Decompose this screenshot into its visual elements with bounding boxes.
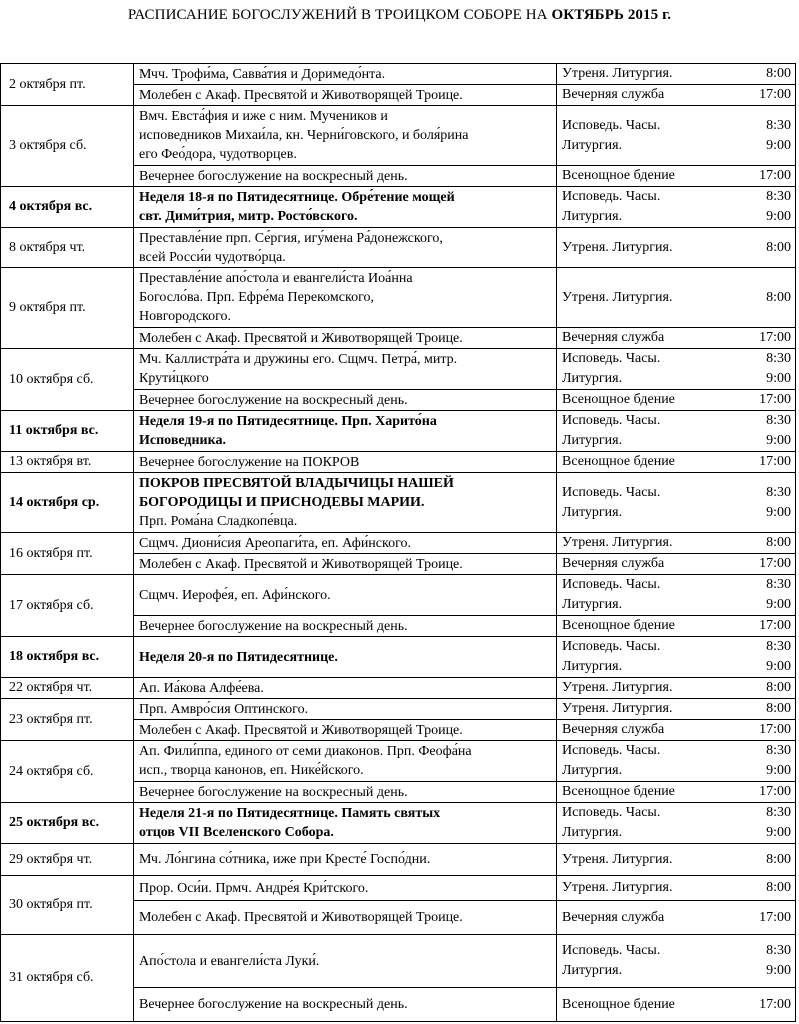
- service-time: 17:00: [759, 556, 791, 571]
- service-times: [557, 349, 796, 390]
- service-line: [562, 595, 791, 615]
- service-name: Исповедь. Часы.: [562, 189, 661, 204]
- description-line: исп., творца канонов, еп. Нике́йского.: [139, 763, 364, 778]
- service-name: Утреня. Литургия.: [562, 535, 673, 550]
- service-line: [562, 761, 791, 781]
- feast-description: [134, 637, 557, 678]
- table-row: [1, 803, 796, 844]
- feast-description: [134, 452, 557, 473]
- day-date: 14 октября ср.: [1, 473, 134, 533]
- description-line: Ап. Иа́кова Алфе́ева.: [139, 680, 264, 696]
- service-times: [557, 678, 796, 699]
- service-name: Исповедь. Часы.: [562, 577, 661, 592]
- service-name: Всенощное бдение: [562, 784, 675, 799]
- service-time: 17:00: [759, 996, 791, 1012]
- service-name: Вечерняя служба: [562, 722, 665, 737]
- description-line: его Фео́дора, чудотворцев.: [139, 147, 297, 162]
- service-time: 8:00: [766, 701, 791, 716]
- service-time: 17:00: [759, 330, 791, 345]
- table-row: [1, 106, 796, 166]
- description-line: Преставле́ние апо́стола и евангели́ста Иоа́нна: [139, 271, 413, 286]
- service-line: [562, 328, 791, 348]
- service-name: Всенощное бдение: [562, 996, 675, 1012]
- description-line: Крути́цкого: [139, 371, 209, 386]
- service-line: [562, 85, 791, 105]
- service-time: 8:00: [766, 535, 791, 550]
- service-time: 8:30: [766, 117, 791, 133]
- day-date: 8 октября чт.: [1, 228, 134, 268]
- service-name: Литургия.: [562, 659, 623, 674]
- table-row: [1, 268, 796, 328]
- description-line: Сщмч. Диони́сия Ареопаги́та, еп. Афи́нского.: [139, 535, 411, 551]
- service-times: [557, 85, 796, 106]
- service-time: 8:30: [766, 743, 791, 758]
- day-date: 16 октября пт.: [1, 533, 134, 575]
- service-time: 8:30: [766, 484, 791, 500]
- table-row: [1, 473, 796, 533]
- title-prefix: РАСПИСАНИЕ БОГОСЛУЖЕНИЙ В ТРОИЦКОМ СОБОРЕ НА: [127, 7, 552, 23]
- service-line: [562, 720, 791, 740]
- feast-description: [134, 390, 557, 411]
- feast-description: [134, 228, 557, 268]
- description-line: Прп. Амвро́сия Оптинского.: [139, 701, 309, 717]
- day-date: 13 октября вт.: [1, 452, 134, 473]
- service-times: [557, 411, 796, 452]
- service-line: [562, 741, 791, 761]
- service-line: [562, 803, 791, 823]
- service-time: 8:00: [766, 289, 791, 305]
- service-name: Исповедь. Часы.: [562, 351, 661, 366]
- service-line: [562, 136, 791, 156]
- description-line: Исповедника.: [139, 433, 226, 448]
- service-line: [562, 616, 791, 636]
- service-time: 8:30: [766, 189, 791, 204]
- description-line: свт. Дими́трия, митр. Росто́вского.: [139, 209, 358, 224]
- service-times: [557, 554, 796, 575]
- service-name: Всенощное бдение: [562, 618, 675, 633]
- table-row: [1, 228, 796, 268]
- table-row: [1, 678, 796, 699]
- feast-description: [134, 554, 557, 575]
- service-times: [557, 844, 796, 876]
- service-name: Утреня. Литургия.: [562, 880, 673, 895]
- service-times: [557, 575, 796, 616]
- feast-description: [134, 328, 557, 349]
- service-name: Литургия.: [562, 597, 623, 612]
- service-line: [562, 452, 791, 472]
- feast-description: [134, 85, 557, 106]
- service-name: Утреня. Литургия.: [562, 851, 673, 867]
- service-time: 17:00: [759, 87, 791, 102]
- service-time: 17:00: [759, 392, 791, 407]
- service-line: [562, 349, 791, 369]
- description-line: Мчч. Трофи́ма, Савва́тия и Доримедо́нта.: [139, 66, 386, 82]
- service-line: [562, 503, 791, 523]
- service-time: 8:30: [766, 413, 791, 428]
- table-row: [1, 452, 796, 473]
- description-line: БОГОРОДИЦЫ И ПРИСНОДЕВЫ МАРИИ.: [139, 495, 425, 510]
- description-line: Неделя 21-я по Пятидесятнице. Память святых: [139, 806, 441, 821]
- service-time: 9:00: [766, 825, 791, 840]
- schedule-body: [1, 64, 796, 1022]
- service-times: [557, 452, 796, 473]
- day-date: 18 октября вс.: [1, 637, 134, 678]
- service-line: [562, 238, 791, 258]
- service-name: Исповедь. Часы.: [562, 805, 661, 820]
- description-line: Неделя 18-я по Пятидесятнице. Обре́тение мощей: [139, 190, 455, 205]
- service-time: 17:00: [759, 784, 791, 799]
- service-line: [562, 533, 791, 553]
- service-name: Литургия.: [562, 963, 623, 978]
- service-time: 17:00: [759, 454, 791, 469]
- day-date: 4 октября вс.: [1, 187, 134, 228]
- service-line: [562, 782, 791, 802]
- description-line: Неделя 19-я по Пятидесятнице. Прп. Харито́на: [139, 414, 437, 429]
- service-times: [557, 720, 796, 741]
- day-date: 31 октября сб.: [1, 935, 134, 1022]
- description-line: Преставле́ние прп. Се́ргия, игу́мена Ра́донежского,: [139, 230, 443, 246]
- feast-description: [134, 349, 557, 390]
- feast-description: [134, 935, 557, 988]
- service-times: [557, 988, 796, 1022]
- day-date: 3 октября сб.: [1, 106, 134, 187]
- service-time: 17:00: [759, 722, 791, 737]
- feast-description: [134, 616, 557, 637]
- service-line: [562, 878, 791, 898]
- service-line: [562, 908, 791, 928]
- description-line: Мч. Каллистра́та и дружины его. Сщмч. Петра́, митр.: [139, 352, 458, 367]
- feast-description: [134, 741, 557, 782]
- feast-description: [134, 803, 557, 844]
- service-times: [557, 228, 796, 268]
- service-time: 8:00: [766, 880, 791, 895]
- feast-description: [134, 166, 557, 187]
- feast-description: [134, 411, 557, 452]
- description-line: Богосло́ва. Прп. Ефре́ма Перекомского,: [139, 290, 374, 305]
- service-times: [557, 699, 796, 720]
- service-time: 9:00: [766, 137, 791, 153]
- description-line: Молебен с Акаф. Пресвятой и Животворящей Троице.: [139, 87, 463, 103]
- description-line: отцов VII Вселенского Собора.: [139, 825, 334, 840]
- description-line: Вечернее богослужение на ПОКРОВ: [139, 454, 360, 470]
- service-time: 8:00: [766, 239, 791, 255]
- table-row: [1, 741, 796, 782]
- table-row: [1, 637, 796, 678]
- service-line: [562, 411, 791, 431]
- service-times: [557, 64, 796, 85]
- feast-description: [134, 782, 557, 803]
- service-line: [562, 288, 791, 308]
- service-times: [557, 616, 796, 637]
- service-line: [562, 941, 791, 961]
- service-time: 8:00: [766, 66, 791, 81]
- day-date: 25 октября вс.: [1, 803, 134, 844]
- description-line: ПОКРОВ ПРЕСВЯТОЙ ВЛАДЫЧИЦЫ НАШЕЙ: [139, 476, 454, 491]
- table-row: [1, 844, 796, 876]
- service-name: Литургия.: [562, 433, 623, 448]
- table-row: [1, 699, 796, 720]
- service-times: [557, 782, 796, 803]
- service-name: Исповедь. Часы.: [562, 413, 661, 428]
- service-time: 9:00: [766, 763, 791, 778]
- service-times: [557, 473, 796, 533]
- service-times: [557, 935, 796, 988]
- service-times: [557, 187, 796, 228]
- day-date: 10 октября сб.: [1, 349, 134, 411]
- service-time: 9:00: [766, 209, 791, 224]
- day-date: 22 октября чт.: [1, 678, 134, 699]
- table-row: [1, 876, 796, 901]
- service-name: Утреня. Литургия.: [562, 680, 673, 695]
- description-line: Прп. Рома́на Сладкопе́вца.: [139, 514, 298, 529]
- service-line: [562, 850, 791, 870]
- day-date: 17 октября сб.: [1, 575, 134, 637]
- feast-description: [134, 901, 557, 935]
- service-times: [557, 741, 796, 782]
- service-name: Исповедь. Часы.: [562, 484, 661, 500]
- service-name: Утреня. Литургия.: [562, 239, 673, 255]
- feast-description: [134, 106, 557, 166]
- day-date: 11 октября вс.: [1, 411, 134, 452]
- service-name: Вечерняя служба: [562, 909, 665, 925]
- service-line: [562, 116, 791, 136]
- feast-description: [134, 473, 557, 533]
- service-times: [557, 803, 796, 844]
- service-name: Вечерняя служба: [562, 556, 665, 571]
- description-line: Молебен с Акаф. Пресвятой и Животворящей Троице.: [139, 556, 463, 572]
- description-line: Мч. Ло́нгина со́тника, иже при Кресте́ Госпо́дни.: [139, 852, 431, 867]
- service-name: Литургия.: [562, 371, 623, 386]
- description-line: Ап. Фили́ппа, единого от семи диаконов. Прп. Феофа́на: [139, 744, 472, 759]
- service-times: [557, 390, 796, 411]
- service-name: Исповедь. Часы.: [562, 117, 661, 133]
- feast-description: [134, 988, 557, 1022]
- service-name: Литургия.: [562, 825, 623, 840]
- feast-description: [134, 876, 557, 901]
- service-times: [557, 166, 796, 187]
- service-time: 9:00: [766, 371, 791, 386]
- description-line: Неделя 20-я по Пятидесятнице.: [139, 649, 338, 665]
- day-date: 23 октября пт.: [1, 699, 134, 741]
- service-line: [562, 369, 791, 389]
- table-row: [1, 575, 796, 616]
- service-time: 8:30: [766, 805, 791, 820]
- description-line: Молебен с Акаф. Пресвятой и Животворящей Троице.: [139, 910, 463, 925]
- day-date: 30 октября пт.: [1, 876, 134, 935]
- service-time: 17:00: [759, 909, 791, 925]
- service-line: [562, 678, 791, 698]
- service-times: [557, 876, 796, 901]
- service-name: Литургия.: [562, 137, 623, 153]
- service-times: [557, 533, 796, 554]
- service-times: [557, 901, 796, 935]
- day-date: 2 октября пт.: [1, 64, 134, 106]
- service-time: 9:00: [766, 963, 791, 978]
- description-line: Вмч. Евста́фия и иже с ним. Мучеников и: [139, 109, 388, 124]
- service-name: Вечерняя служба: [562, 87, 665, 102]
- table-row: [1, 64, 796, 85]
- description-line: Молебен с Акаф. Пресвятой и Животворящей Троице.: [139, 722, 463, 738]
- description-line: Вечернее богослужение на воскресный день.: [139, 392, 408, 408]
- service-name: Литургия.: [562, 763, 623, 778]
- feast-description: [134, 699, 557, 720]
- service-time: 8:00: [766, 851, 791, 867]
- service-name: Утреня. Литургия.: [562, 289, 673, 305]
- service-line: [562, 699, 791, 719]
- feast-description: [134, 64, 557, 85]
- title-month: ОКТЯБРЬ 2015 г.: [551, 7, 672, 23]
- service-time: 8:00: [766, 680, 791, 695]
- service-line: [562, 64, 791, 84]
- service-name: Исповедь. Часы.: [562, 639, 661, 654]
- service-time: 9:00: [766, 659, 791, 674]
- description-line: Прор. Оси́и. Прмч. Андре́я Кри́тского.: [139, 880, 369, 896]
- service-line: [562, 823, 791, 843]
- feast-description: [134, 187, 557, 228]
- service-line: [562, 575, 791, 595]
- service-name: Всенощное бдение: [562, 168, 675, 183]
- service-line: [562, 995, 791, 1015]
- service-line: [562, 554, 791, 574]
- description-line: Вечернее богослужение на воскресный день.: [139, 784, 408, 800]
- service-times: [557, 637, 796, 678]
- service-times: [557, 268, 796, 328]
- description-line: Вечернее богослужение на воскресный день.: [139, 618, 408, 634]
- feast-description: [134, 268, 557, 328]
- feast-description: [134, 844, 557, 876]
- page-title: [0, 7, 799, 24]
- service-name: Исповедь. Часы.: [562, 743, 661, 758]
- service-time: 9:00: [766, 433, 791, 448]
- service-line: [562, 207, 791, 227]
- service-time: 8:30: [766, 639, 791, 654]
- description-line: исповедников Михаи́ла, кн. Черни́говского, и боля́рина: [139, 128, 469, 143]
- service-name: Литургия.: [562, 504, 623, 520]
- description-line: Вечернее богослужение на воскресный день.: [139, 168, 408, 184]
- description-line: всей Росси́и чудотво́рца.: [139, 249, 286, 265]
- table-row: [1, 533, 796, 554]
- feast-description: [134, 720, 557, 741]
- description-line: Сщмч. Иерофе́я, еп. Афи́нского.: [139, 587, 331, 603]
- service-times: [557, 328, 796, 349]
- service-line: [562, 637, 791, 657]
- service-name: Утреня. Литургия.: [562, 66, 673, 81]
- service-line: [562, 166, 791, 186]
- service-time: 8:30: [766, 577, 791, 592]
- day-date: 24 октября сб.: [1, 741, 134, 803]
- day-date: 29 октября чт.: [1, 844, 134, 876]
- description-line: Новгородского.: [139, 309, 232, 324]
- service-line: [562, 657, 791, 677]
- service-name: Всенощное бдение: [562, 392, 675, 407]
- service-time: 17:00: [759, 168, 791, 183]
- service-time: 9:00: [766, 504, 791, 520]
- service-line: [562, 483, 791, 503]
- feast-description: [134, 533, 557, 554]
- service-line: [562, 390, 791, 410]
- feast-description: [134, 678, 557, 699]
- service-name: Вечерняя служба: [562, 330, 665, 345]
- service-name: Литургия.: [562, 209, 623, 224]
- service-name: Утреня. Литургия.: [562, 701, 673, 716]
- service-time: 8:30: [766, 943, 791, 958]
- table-row: [1, 935, 796, 988]
- service-line: [562, 961, 791, 981]
- feast-description: [134, 575, 557, 616]
- service-name: Всенощное бдение: [562, 454, 675, 469]
- table-row: [1, 411, 796, 452]
- description-line: Молебен с Акаф. Пресвятой и Животворящей Троице.: [139, 330, 463, 346]
- service-line: [562, 431, 791, 451]
- service-line: [562, 187, 791, 207]
- table-row: [1, 187, 796, 228]
- table-row: [1, 349, 796, 390]
- description-line: Вечернее богослужение на воскресный день.: [139, 997, 408, 1012]
- service-name: Исповедь. Часы.: [562, 943, 661, 958]
- service-time: 9:00: [766, 597, 791, 612]
- service-time: 8:30: [766, 351, 791, 366]
- service-time: 17:00: [759, 618, 791, 633]
- day-date: 9 октября пт.: [1, 268, 134, 349]
- description-line: Апо́стола и евангели́ста Луки́.: [139, 953, 320, 969]
- service-times: [557, 106, 796, 166]
- schedule-table: [0, 63, 796, 1022]
